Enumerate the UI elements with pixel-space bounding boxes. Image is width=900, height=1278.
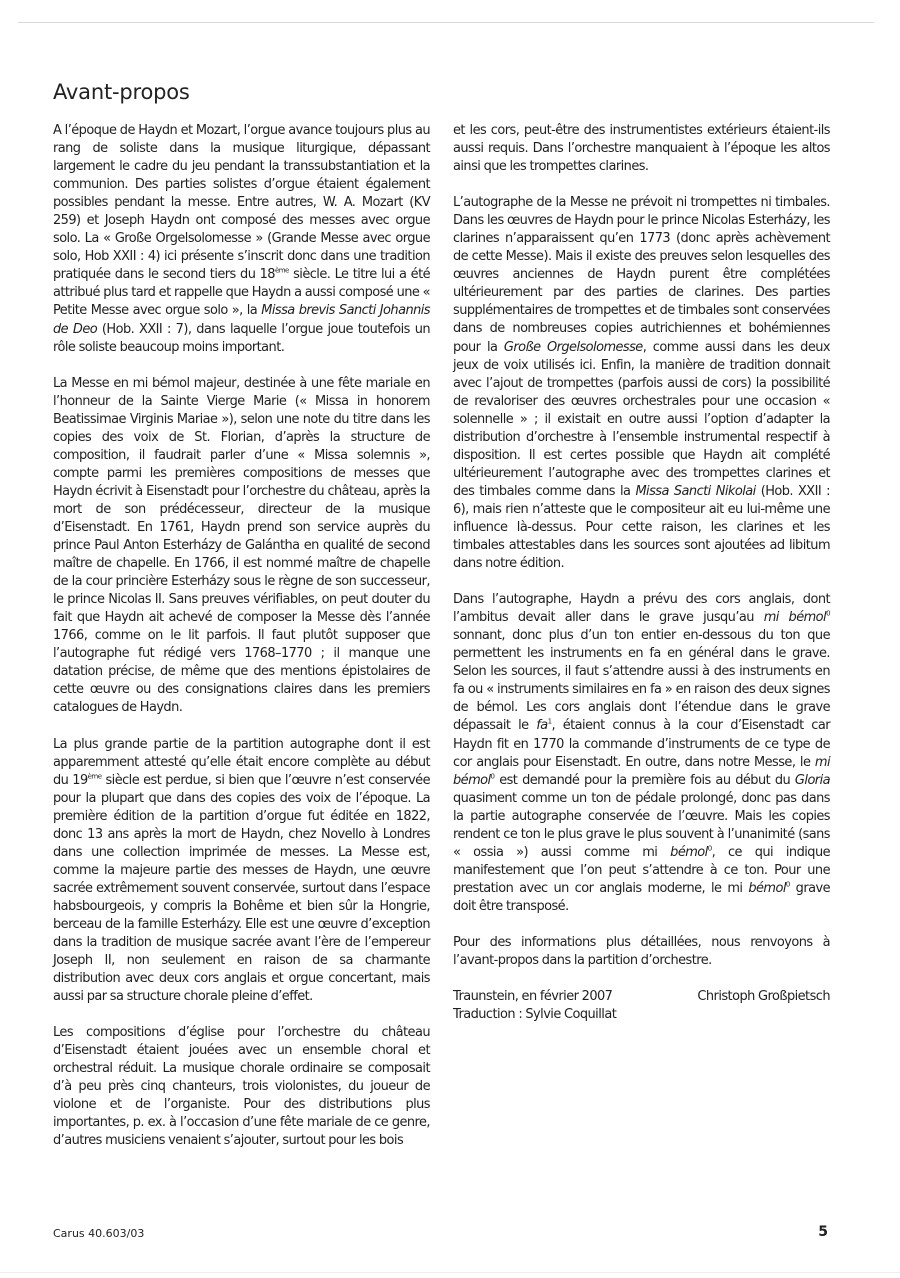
- paragraph: Les compositions d’église pour l’orchestre du château d’Eisenstadt étaient jouées avec un ensemble choral et orchestral réduit. La musique chorale ordinaire se composait d’à peu près cinq chanteurs, trois violonistes, du joueur de violone et de l’organiste. Pour des distributions plus importantes, p. ex. à l’occasion d’une fête mariale de ce genre, d’autres musiciens venaient s’ajouter, surtout pour les bois: [53, 1025, 430, 1149]
- author-name: Christoph Großpietsch: [697, 989, 830, 1005]
- right-column: [453, 122, 830, 1024]
- translator-credit: Traduction : Sylvie Coquillat: [453, 1007, 617, 1023]
- paragraph: et les cors, peut-être des instrumentistes extérieurs étaient-ils aussi requis. Dans l’orchestre manquaient à l’époque les altos ainsi que les trompettes clarines.: [453, 123, 830, 175]
- bottom-divider: [0, 1272, 900, 1273]
- paragraph: L’autographe de la Messe ne prévoit ni trompettes ni timbales. Dans les œuvres de Haydn pour le prince Nicolas Esterházy, les clarines n’apparaissent qu’en 1773 (donc après achèvement de cette Messe). Mais il existe des preuves selon lesquelles des œuvres anciennes de Haydn purent être complétées ultérieurement par des parties de clarines. Des parties supplémentaires de trompettes et de timbales sont conservées dans de nombreuses copies autrichiennes et bohémiennes pour la Große Orgelsolomesse, comme aussi dans les deux jeux de voix utilisés ici. Enfin, la manière de tradition donnait avec l’ajout de trompettes (parfois aussi de cors) la possibilité de revaloriser des œuvres orchestrales pour une occasion « solennelle » ; il existait en outre aussi l’option d’adapter la distribution d’orchestre à l’ensemble instrumental respectif à disposition. Il est certes possible que Haydn ait complété ultérieurement l’autographe avec des trompettes clarines et des timbales comme dans la Missa Sancti Nikolai (Hob. XXII : 6), mais rien n’atteste que le compositeur ait eu lui-même une influence là-dessus. Pour cette raison, les clarines et les timbales attestables dans les sources sont ajoutées ad libitum dans notre édition.: [453, 195, 830, 572]
- left-column: [53, 122, 430, 1169]
- paragraph: Pour des informations plus détaillées, nous renvoyons à l’avant-propos dans la partition d’orchestre.: [453, 934, 830, 969]
- catalog-number: Carus 40.603/03: [53, 1227, 145, 1240]
- paragraph: La plus grande partie de la partition autographe dont il est apparemment attesté qu’elle était encore complète au début du 19ème siècle est perdue, si bien que l’œuvre n’est conservée pour la plupart que dans des copies des voix de l’époque. La première édition de la partition d’orgue fut éditée en 1822, donc 13 ans après la mort de Haydn, chez Novello à Londres dans une collection imprimée de messes. La Messe est, comme la majeure partie des messes de Haydn, une œuvre sacrée extrêmement souvent conservée, surtout dans l’espace habsbourgeois, y compris la Bohême et bien sûr la Hongrie, berceau de la famille Esterházy. Elle est une œuvre d’exception dans la tradition de musique sacrée avant l’ère de l’empereur Joseph II, non seulement en raison de sa charmante distribution avec deux cors anglais et orgue concertant, mais aussi par sa structure chorale pleine d’effet.: [53, 736, 430, 1005]
- page-number: 5: [818, 1224, 828, 1240]
- page-title: Avant-propos: [53, 80, 190, 104]
- paragraph: Dans l’autographe, Haydn a prévu des cors anglais, dont l’ambitus devait aller dans le grave jusqu’au mi bémol$^0$ sonnant, donc plus d’un ton entier en-dessous du ton que permettent les instruments en fa en général dans le grave. Selon les sources, il faut s’attendre aussi à des instruments en fa ou « instruments similaires en fa » en raison des deux signes de bémol. Les cors anglais dont l’étendue dans le grave dépassait le $fa^1$, étaient connus à la cour d’Eisenstadt car Haydn fit en 1770 la commande d’instruments de ce type de cor anglais pour Eisenstadt. En outre, dans notre Messe, le mi bémol$^0$ est demandé pour la première fois au début du Gloria quasiment comme un ton de pédale prolongé, donc pas dans la partie autographe conservée de l’œuvre. Mais les copies rendent ce ton le plus grave le plus souvent à l’unanimité (sans « ossia ») aussi comme mi bémol$^0$, ce qui indique manifestement que l’on peut s’attendre à ce ton. Pour une prestation avec un cor anglais moderne, le mi bémol$^0$ grave doit être transposé.: [453, 592, 830, 914]
- paragraph: La Messe en mi bémol majeur, destinée à une fête mariale en l’honneur de la Sainte Vierge Marie (« Missa in honorem Beatissimae Virginis Mariae »), selon une note du titre dans les copies des voix de St. Florian, d’après la structure de composition, il faudrait parler d’une « Missa solemnis », compte parmi les premières compositions de messes que Haydn écrivit à Eisenstadt pour l’orchestre du château, après la mort de son prédécesseur, directeur de la musique d’Eisenstadt. En 1761, Haydn prend son service auprès du prince Paul Anton Esterházy de Galántha en qualité de second maître de chapelle. En 1766, il est nommé maître de chapelle de la cour princière Esterházy sous le règne de son successeur, le prince Nicolas II. Sans preuves vérifiables, on peut douter du fait que Haydn ait achevé de composer la Messe dès l’année 1766, comme on le lit parfois. Il faut plutôt supposer que l’autographe fut rédigé vers 1768–1770 ; il manque une datation précise, de même que des mentions épistolaires de cette œuvre ou des consignations claires dans les premiers catalogues de Haydn.: [53, 375, 430, 716]
- paragraph: A l’époque de Haydn et Mozart, l’orgue avance toujours plus au rang de soliste dans la musique liturgique, dépassant largement le cadre du jeu pendant la transsubstantiation et la communion. Des parties solistes d’orgue étaient également possibles pendant la messe. Entre autres, W. A. Mozart (KV 259) et Joseph Haydn ont composé des messes avec orgue solo. La « Große Orgelsolomesse » (Grande Messe avec orgue solo, Hob XXII : 4) ici présente s’inscrit donc dans une tradition pratiquée dans le second tiers du 18ème siècle. Le titre lui a été attribué plus tard et rappelle que Haydn a aussi composé une « Petite Messe avec orgue solo », la Missa brevis Sancti Johannis de Deo (Hob. XXII : 7), dans laquelle l’orgue joue toutefois un rôle soliste beaucoup moins important.: [53, 123, 430, 355]
- place-date: Traunstein, en février 2007: [453, 989, 613, 1005]
- top-divider: [18, 22, 874, 23]
- signature-line: [453, 988, 830, 1006]
